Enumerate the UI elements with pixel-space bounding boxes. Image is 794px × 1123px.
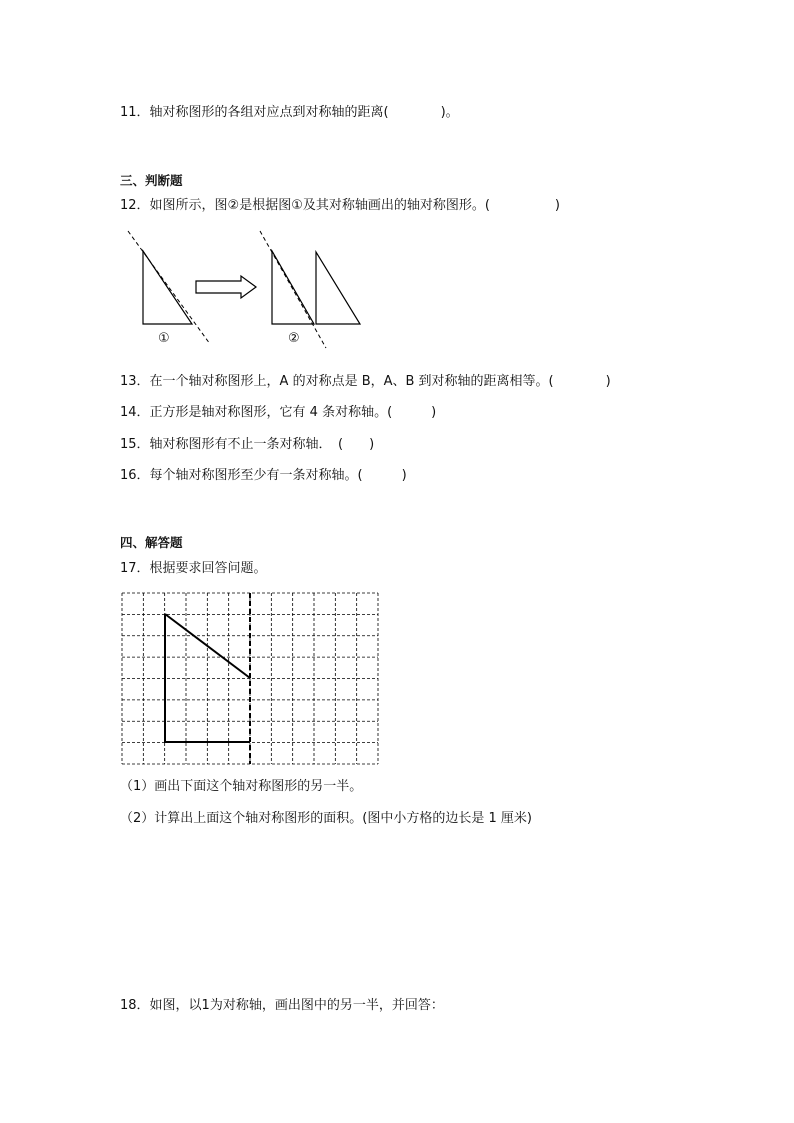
- question-11: 11．轴对称图形的各组对应点到对称轴的距离( )。: [120, 105, 459, 120]
- section-judgement-title: 三、判断题: [120, 173, 183, 188]
- question-17-part-1: （1）画出下面这个轴对称图形的另一半。: [120, 779, 363, 794]
- figure-12-axis-1: [128, 231, 210, 344]
- question-12: 12．如图所示，图②是根据图①及其对称轴画出的轴对称图形。( ): [120, 198, 560, 213]
- question-15: 15．轴对称图形有不止一条对称轴． ( ): [120, 437, 375, 452]
- question-16: 16．每个轴对称图形至少有一条对称轴。( ): [120, 468, 407, 483]
- question-17-part-2: （2）计算出上面这个轴对称图形的面积。(图中小方格的边长是 1 厘米): [120, 811, 532, 826]
- question-13: 13．在一个轴对称图形上，A 的对称点是 B，A、B 到对称轴的距离相等。( ): [120, 374, 611, 389]
- figure-12-triangle-2b: [316, 252, 360, 324]
- grid-figure-17: [121, 592, 381, 766]
- question-18: 18．如图，以1为对称轴，画出图中的另一半，并回答：: [120, 998, 444, 1013]
- question-14: 14．正方形是轴对称图形，它有 4 条对称轴。( ): [120, 405, 437, 420]
- figure-12-triangle-1: [143, 251, 192, 324]
- figure-12-label-1: ①: [158, 331, 170, 346]
- figure-12-arrow: [196, 276, 256, 298]
- figure-12-triangle-2a: [272, 251, 314, 324]
- question-17: 17．根据要求回答问题。: [120, 561, 267, 576]
- section-answer-title: 四、解答题: [120, 535, 183, 550]
- figure-12-label-2: ②: [288, 331, 300, 346]
